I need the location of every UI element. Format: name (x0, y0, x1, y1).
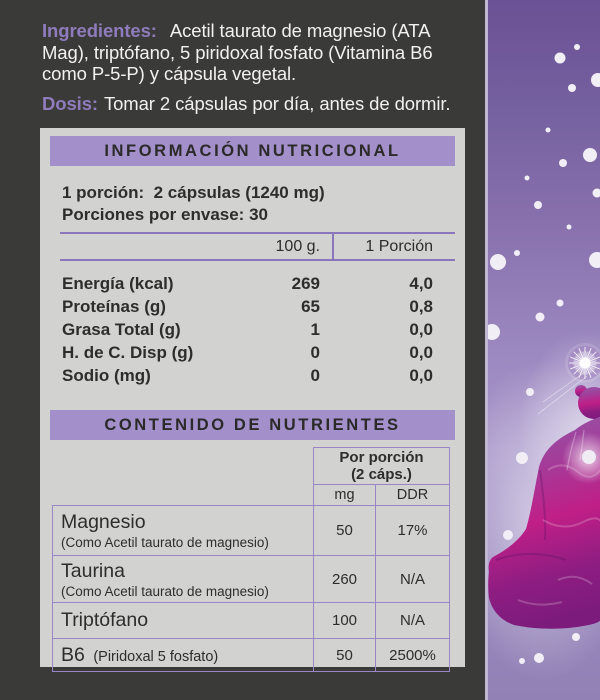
divider-line (60, 232, 455, 234)
mg-value: 260 (314, 556, 376, 603)
value-per-serving: 0,0 (409, 343, 433, 362)
ingredients-dose-block (42, 20, 474, 114)
value-per100: 65 (301, 297, 320, 316)
dose-label: Dosis: (42, 92, 98, 114)
row-label: Energía (kcal) (62, 274, 174, 293)
table-row (53, 603, 450, 639)
nutrient-name: B6 (Piridoxal 5 fosfato) (53, 639, 314, 672)
row-label: H. de C. Disp (g) (62, 343, 194, 362)
per-serving-header-line2: (2 cáps.) (351, 466, 412, 483)
table-row (53, 556, 450, 603)
table-row (62, 296, 455, 318)
table-row (62, 365, 455, 387)
ddr-value: 17% (376, 506, 450, 556)
nutrient-name: Taurina (Como Acetil taurato de magnesio) (53, 556, 314, 603)
table-row (53, 506, 450, 556)
spacer (62, 236, 260, 258)
table-row (62, 319, 455, 341)
ddr-value: N/A (376, 603, 450, 639)
ddr-column-header: DDR (376, 485, 450, 506)
meditation-artwork (488, 0, 600, 700)
nutrient-name: Triptófano (53, 603, 314, 639)
value-per100: 1 (310, 320, 320, 339)
table-row (62, 273, 455, 295)
table-row (53, 639, 450, 672)
value-per100: 269 (291, 274, 320, 293)
row-label: Sodio (mg) (62, 366, 151, 385)
mg-value: 50 (314, 639, 376, 672)
ingredients-text: Acetil taurato de magnesio (ATA Mag), triptófano, 5 piridoxal fosfato (Vitamina B6 como P-5-P) y cápsula vegetal. (42, 20, 433, 84)
nutrition-info-banner: INFORMACIÓN NUTRICIONAL (50, 136, 455, 166)
dose-text: Tomar 2 cápsulas por día, antes de dormir. (103, 92, 451, 114)
nutrient-content-table (52, 447, 450, 672)
value-per100: 0 (310, 366, 320, 385)
per-serving-header (314, 448, 450, 485)
col-header-porcion: 1 Porción (365, 238, 433, 255)
value-per-serving: 4,0 (409, 274, 433, 293)
nutrient-content-banner: CONTENIDO DE NUTRIENTES (50, 410, 455, 440)
ddr-value: N/A (376, 556, 450, 603)
table-header-row (53, 448, 450, 485)
ingredients-label: Ingredientes: (42, 20, 157, 41)
nutrient-name: Magnesio (Como Acetil taurato de magnesio) (53, 506, 314, 556)
mg-value: 100 (314, 603, 376, 639)
table-row (62, 342, 455, 364)
nutrition-facts-panel (40, 128, 465, 667)
value-per100: 0 (310, 343, 320, 362)
nutrition-table-header (62, 236, 455, 258)
ddr-value: 2500% (376, 639, 450, 672)
dose-line (42, 93, 474, 115)
mg-value: 50 (314, 506, 376, 556)
ingredients-line (42, 20, 474, 85)
cosmic-sidebar-image (485, 0, 600, 700)
value-per-serving: 0,0 (409, 366, 433, 385)
serving-size-line: 1 porción: 2 cápsulas (1240 mg) (62, 183, 325, 202)
divider-line (60, 259, 455, 261)
value-per-serving: 0,0 (409, 320, 433, 339)
servings-per-container-line: Porciones por envase: 30 (62, 205, 268, 224)
spacer-cell (53, 448, 314, 506)
value-per-serving: 0,8 (409, 297, 433, 316)
col-header-100g: 100 g. (275, 238, 320, 255)
per-serving-header-line1: Por porción (339, 449, 424, 466)
mg-column-header: mg (314, 485, 376, 506)
row-label: Proteínas (g) (62, 297, 166, 316)
row-label: Grasa Total (g) (62, 320, 181, 339)
